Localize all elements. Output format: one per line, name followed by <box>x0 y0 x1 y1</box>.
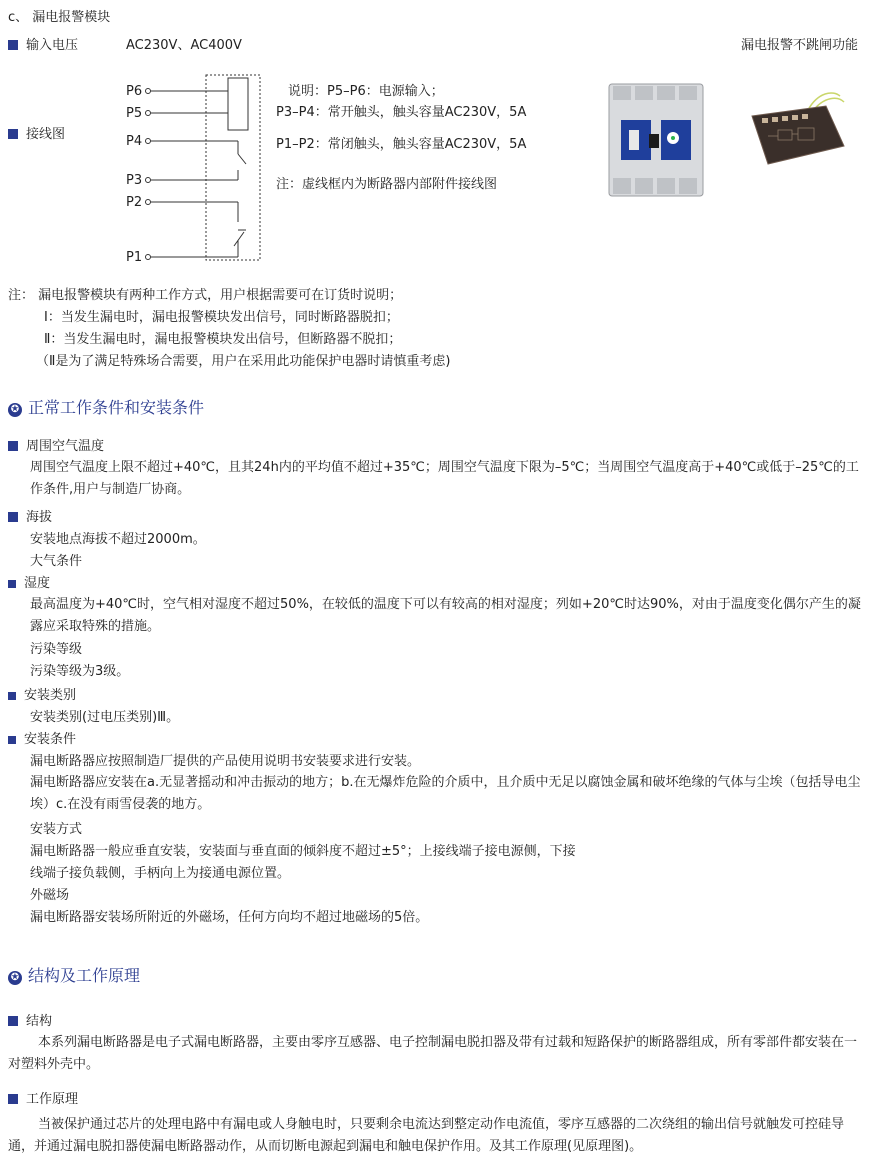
structure-heading <box>8 1010 52 1029</box>
install-cat-heading <box>8 684 76 703</box>
install-cond-text1: 漏电断路器应按照制造厂提供的产品使用说明书安装要求进行安装。 <box>30 754 421 769</box>
principle-text: 当被保护通过芯片的处理电路中有漏电或人身触电时，只要剩余电流达到整定动作电流值，零序互感器的二次绕组的输出信号就触发可控硅导通，并通过漏电脱扣器使漏电断路器动作，从而切断电源起到漏电和触电保护作用。及其工作原理(见原理图)。 <box>8 1117 845 1154</box>
magnetic-title: 外磁场 <box>30 888 70 903</box>
module-title: c、 漏电报警模块 <box>8 10 111 25</box>
terminal-label: P2 <box>126 195 143 210</box>
section2-title <box>8 963 140 986</box>
wiring-label: 接线图 <box>26 127 66 142</box>
module-note-mode2: Ⅱ：当发生漏电时，漏电报警模块发出信号，但断路器不脱扣； <box>44 332 402 347</box>
section1-title-text: 正常工作条件和安装条件 <box>28 398 205 417</box>
humidity-text: 最高温度为+40℃时，空气相对湿度不超过50%，在较低的温度下可以有较高的相对湿度；列如+20℃时达90%，对由于温度变化偶尔产生的凝露应采取特殊的措施。 <box>30 597 861 634</box>
principle-heading <box>8 1088 78 1107</box>
star-icon: ✪ <box>8 403 22 417</box>
input-voltage-value: AC230V、AC400V <box>126 38 242 53</box>
wiring-note-2: P3–P4：常开触头，触头容量AC230V，5A <box>276 105 527 120</box>
altitude-heading <box>8 506 52 525</box>
input-voltage-label: 输入电压 <box>26 38 79 53</box>
module-note-intro: 注： 漏电报警模块有两种工作方式，用户根据需要可在订货时说明； <box>8 288 403 303</box>
ambient-text: 周围空气温度上限不超过+40℃，且其24h内的平均值不超过+35℃；周围空气温度下限为–5℃；当周围空气温度高于+40℃或低于–25℃的工作条件,用户与制造厂协商。 <box>30 460 859 497</box>
bullet-square-icon <box>8 1094 18 1104</box>
ambient-heading <box>8 435 104 454</box>
structure-title: 结构 <box>26 1014 53 1029</box>
install-cat-title: 安装类别 <box>24 688 77 703</box>
altitude-title: 海拔 <box>26 510 53 525</box>
section2-title-text: 结构及工作原理 <box>28 966 141 985</box>
pollution-title: 污染等级 <box>30 642 83 657</box>
install-method-title: 安装方式 <box>30 822 83 837</box>
bullet-square-icon <box>8 40 18 50</box>
bullet-square-icon <box>8 692 16 700</box>
alarm-module-photo <box>748 90 848 170</box>
bullet-square-icon <box>8 736 16 744</box>
terminal-label: P6 <box>126 84 143 99</box>
input-voltage-row <box>8 34 78 53</box>
pollution-text: 污染等级为3级。 <box>30 664 130 679</box>
install-method-line1: 漏电断路器一般应垂直安装，安装面与垂直面的倾斜度不超过±5°；上接线端子接电源侧，下接 <box>30 844 576 859</box>
install-cond-text2: 漏电断路器应安装在a.无显著摇动和冲击振动的地方；b.在无爆炸危险的介质中，且介质中无足以腐蚀金属和破坏绝缘的气体与尘埃（包括导电尘埃）c.在没有雨雪侵袭的地方。 <box>30 775 861 812</box>
humidity-title: 湿度 <box>24 576 51 591</box>
install-cond-title: 安装条件 <box>24 732 77 747</box>
right-note: 漏电报警不跳闸功能 <box>740 38 858 53</box>
dashed-box <box>206 75 260 260</box>
terminal-label: P1 <box>126 250 143 265</box>
terminal-label: P4 <box>126 134 143 149</box>
wiring-note-4: 注：虚线框内为断路器内部附件接线图 <box>276 177 498 192</box>
ambient-title: 周围空气温度 <box>26 439 105 454</box>
star-icon: ✪ <box>8 971 22 985</box>
humidity-heading <box>8 572 50 591</box>
install-method-line2: 线端子接负载侧，手柄向上为接通电源位置。 <box>30 866 291 881</box>
wiring-label-row <box>8 123 65 142</box>
atmosphere-title: 大气条件 <box>30 554 83 569</box>
module-note-mode1: Ⅰ：当发生漏电时，漏电报警模块发出信号，同时断路器脱扣； <box>44 310 399 325</box>
terminal-label: P3 <box>126 173 143 188</box>
bullet-square-icon <box>8 129 18 139</box>
install-cond-heading <box>8 728 76 747</box>
bullet-square-icon <box>8 1016 18 1026</box>
altitude-text: 安装地点海拔不超过2000m。 <box>30 532 206 547</box>
module-note-remark: （Ⅱ是为了满足特殊场合需要，用户在采用此功能保护电器时请慎重考虑) <box>36 354 451 369</box>
structure-text: 本系列漏电断路器是电子式漏电断路器，主要由零序互感器、电子控制漏电脱扣器及带有过载和短路保护的断路器组成，所有零部件都安装在一对塑料外壳中。 <box>8 1035 858 1072</box>
coil-box <box>228 78 248 130</box>
section1-title <box>8 395 204 418</box>
terminal-label: P5 <box>126 106 143 121</box>
wiring-note-1: 说明：P5–P6：电源输入； <box>288 84 444 99</box>
bullet-square-icon <box>8 441 18 451</box>
install-cat-text: 安装类别(过电压类别)Ⅲ。 <box>30 710 180 725</box>
magnetic-text: 漏电断路器安装场所附近的外磁场，任何方向均不超过地磁场的5倍。 <box>30 910 429 925</box>
principle-title: 工作原理 <box>26 1092 79 1107</box>
bullet-square-icon <box>8 512 18 522</box>
breaker-photo <box>605 82 707 200</box>
bullet-square-icon <box>8 580 16 588</box>
wiring-note-3: P1–P2：常闭触头，触头容量AC230V，5A <box>276 137 527 152</box>
wiring-diagram <box>120 70 280 270</box>
